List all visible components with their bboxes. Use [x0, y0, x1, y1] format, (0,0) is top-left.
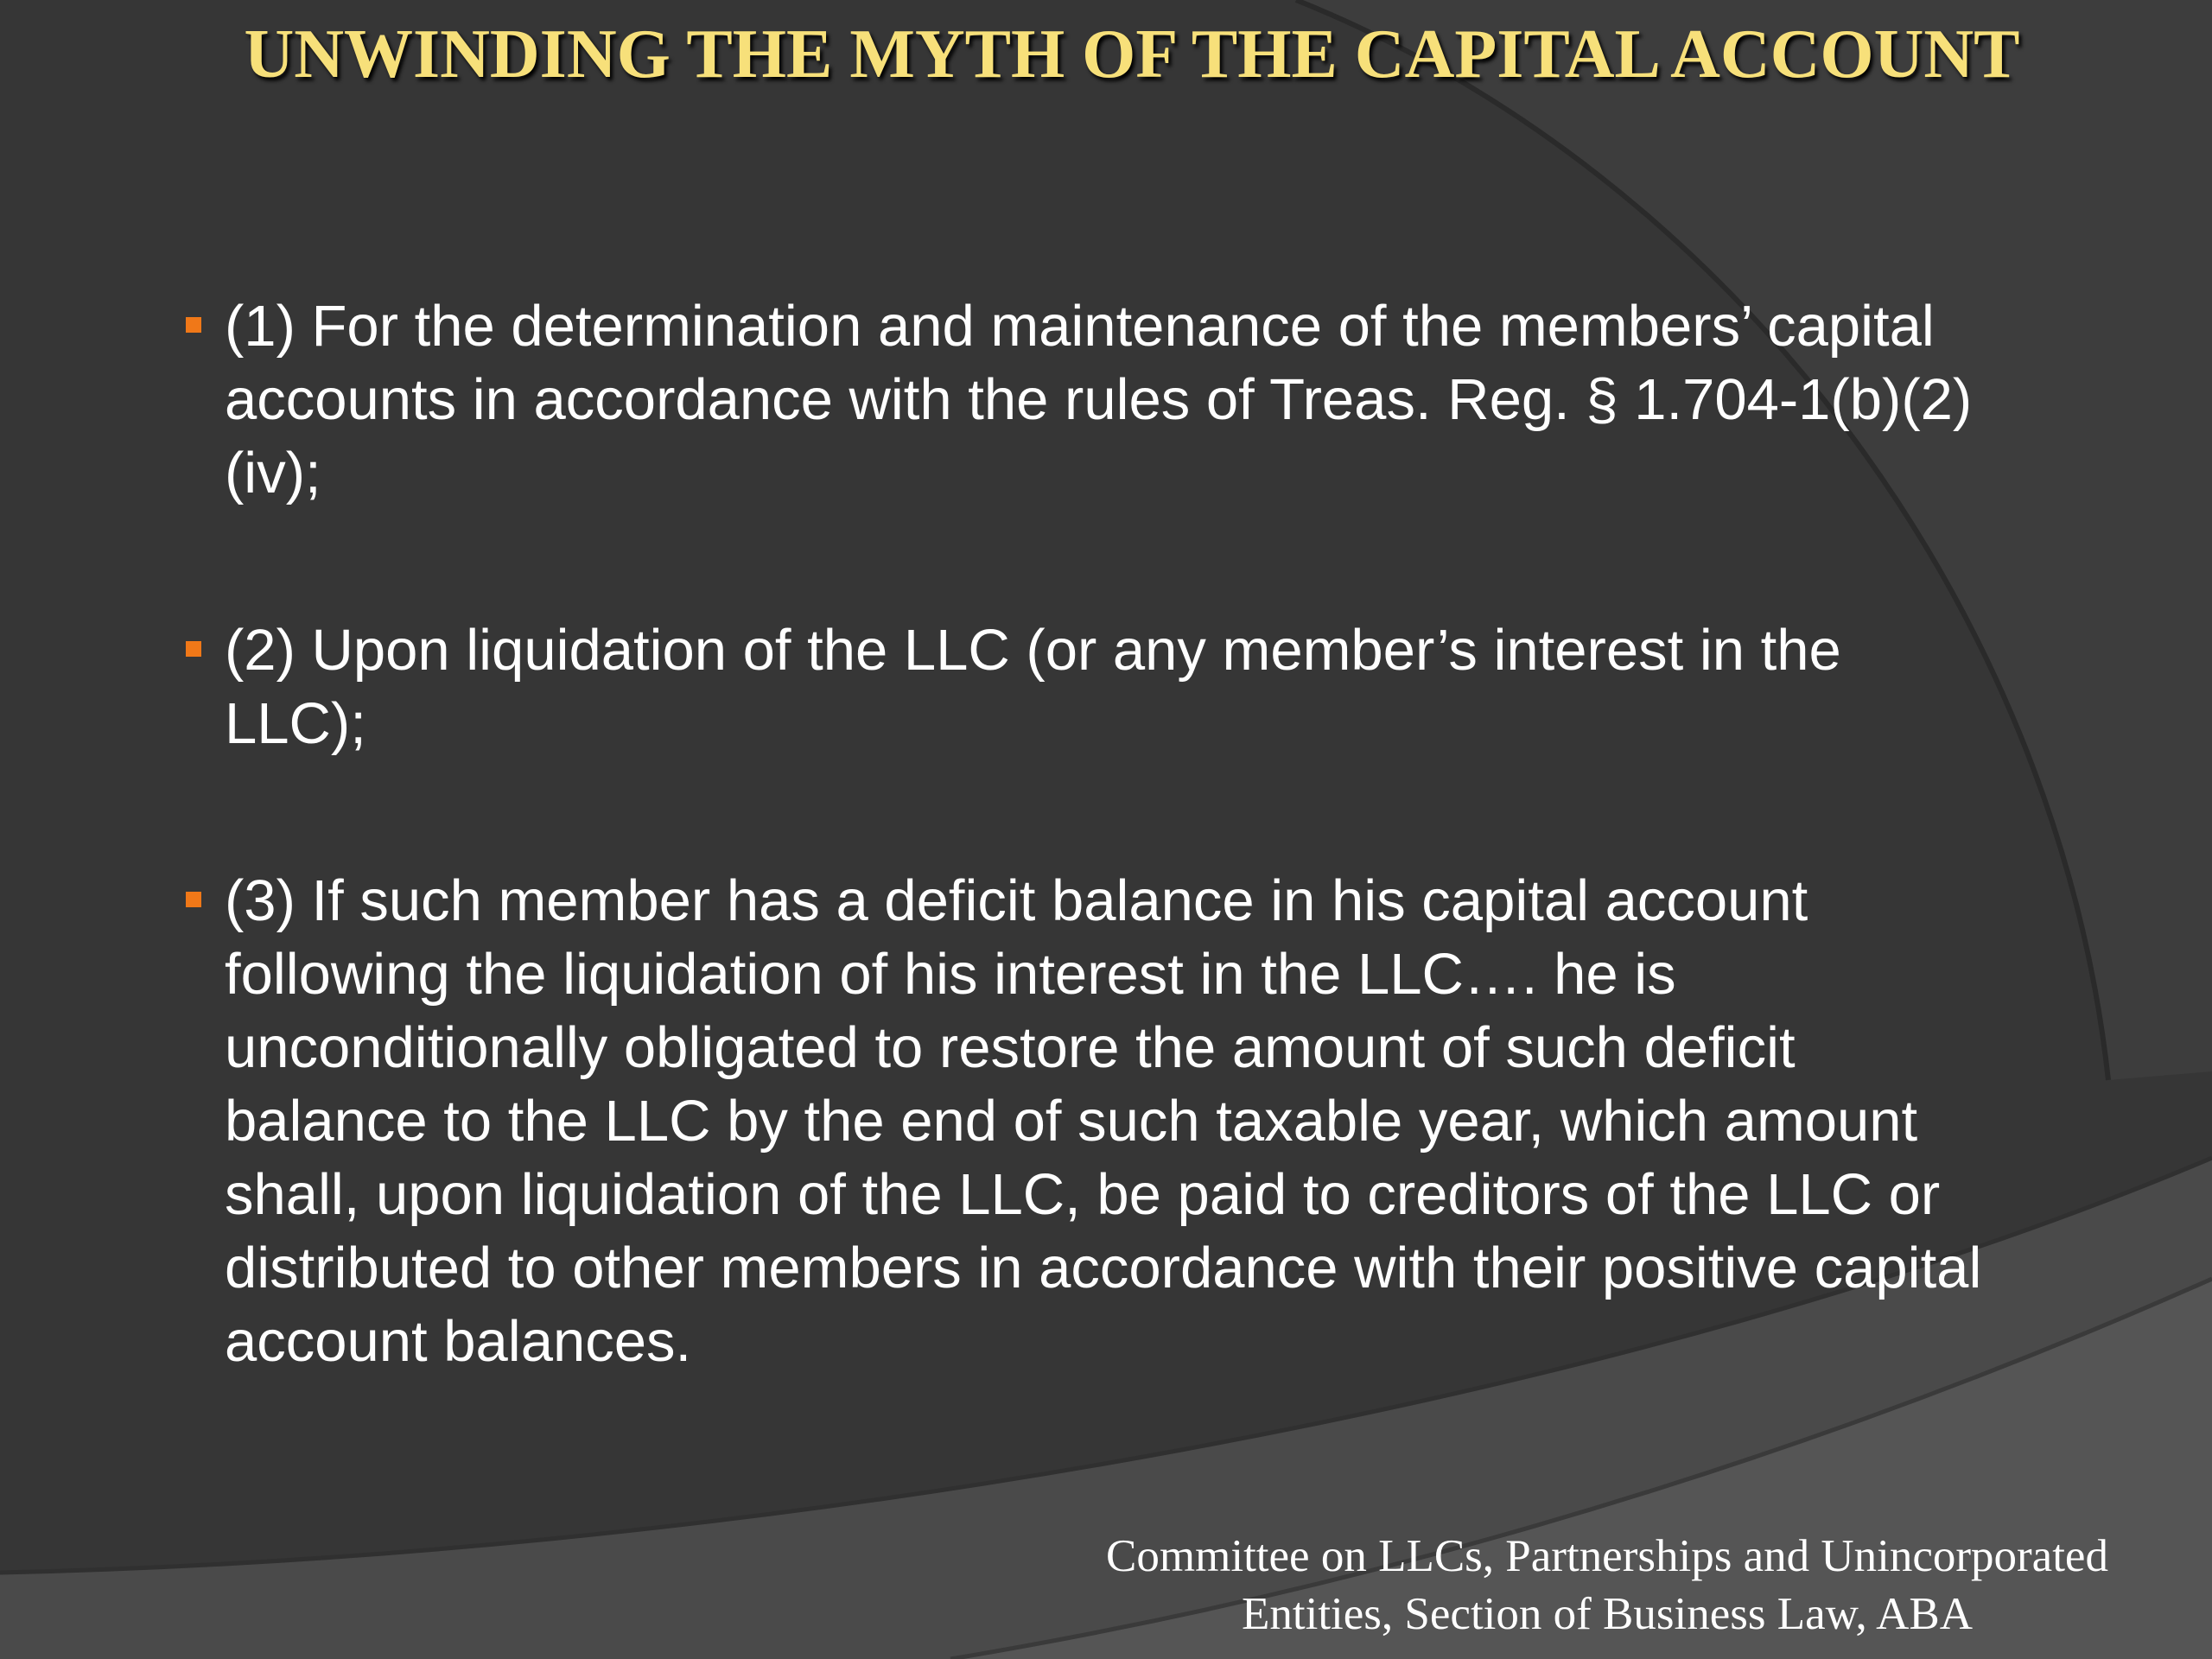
- square-bullet-icon: [186, 641, 201, 657]
- bullet-text: (1) For the determination and maintenance of the members’ capital accounts in accordance with the rules of Treas. Reg. § 1.704-1(b)(2)(iv);: [225, 294, 1973, 505]
- bullet-list: [177, 289, 1992, 1378]
- bullet-text: (2) Upon liquidation of the LLC (or any member’s interest in the LLC);: [225, 618, 1841, 756]
- footer-line-2: Entities, Section of Business Law, ABA: [1242, 1589, 1973, 1639]
- square-bullet-icon: [186, 317, 201, 333]
- slide-footer: [1020, 1528, 2195, 1643]
- bullet-item: [177, 289, 1992, 510]
- slide-title: UNWINDING THE MYTH OF THE CAPITAL ACCOUNT: [244, 16, 2020, 92]
- bullet-text: (3) If such member has a deficit balance in his capital account following the liquidation of his interest in the LLC…. he is unconditionally obligated to restore the amount of such deficit balance to the LLC by the end of such taxable year, which amount shall, upon liquidation of the LLC, be paid to creditors of the LLC or distributed to other members in accordance with their positive capital account balances.: [225, 868, 1982, 1374]
- footer-line-1: Committee on LLCs, Partnerships and Unincorporated: [1106, 1531, 2108, 1581]
- square-bullet-icon: [186, 892, 201, 907]
- bullet-item: [177, 864, 1992, 1378]
- bullet-item: [177, 613, 1992, 760]
